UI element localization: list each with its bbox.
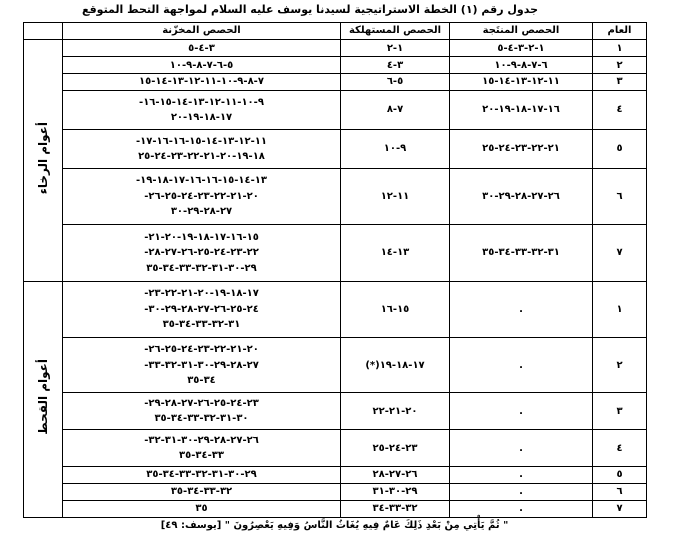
header-row [24, 23, 647, 40]
year-cell: ١ [593, 40, 647, 57]
produced-cell [450, 130, 593, 169]
produced-cell-line: ٢٦-٢٧-٢٨-٢٩-٣٠ [482, 190, 560, 202]
consumed-cell [341, 393, 450, 430]
produced-cell-line: . [519, 486, 523, 498]
consumed-cell-line: ٢٦-٢٧-٢٨ [372, 469, 418, 481]
consumed-cell-line: ٥-٦ [386, 76, 404, 88]
group-prosperity-years [24, 40, 63, 281]
year-cell: ٢ [593, 57, 647, 74]
strategy-table [23, 22, 647, 518]
stored-cell-line: ٢٩-٣٠-٣١-٣٢-٣٣-٣٤-٣٥ [146, 262, 257, 274]
stored-cell [63, 40, 341, 57]
consumed-cell-line: ١٥-١٦ [380, 303, 410, 315]
stored-cell-line: ٢٢-٢٣-٢٤-٢٥-٢٦-٢٧-٢٨- [144, 247, 259, 259]
table-row [24, 501, 647, 518]
table-row [24, 467, 647, 484]
consumed-cell [341, 40, 450, 57]
produced-cell-line: . [519, 469, 523, 481]
quran-verse: " ثُمَّ يَأْتِي مِنْ بَعْدِ ذَلِكَ عَامٌ فِيهِ يُغَاثُ النَّاسُ وَفِيهِ يَعْصِرُونَ " [يوسف: ٤٩] [160, 520, 509, 531]
table-row [24, 393, 647, 430]
produced-cell-line: . [519, 442, 523, 454]
header-stored: الحصص المخزّنة [63, 23, 341, 40]
year-cell: ٢ [593, 338, 647, 393]
produced-cell [450, 40, 593, 57]
stored-cell-line: ٢٣-٢٤-٢٥-٢٦-٢٧-٢٨-٢٩- [144, 397, 259, 409]
header-group [24, 23, 63, 40]
produced-cell [450, 91, 593, 130]
consumed-cell-line: ٣-٤ [386, 59, 404, 71]
produced-cell [450, 74, 593, 91]
produced-cell-line: ١١-١٢-١٣-١٤-١٥ [482, 76, 560, 88]
consumed-cell [341, 225, 450, 281]
table-row [24, 281, 647, 337]
stored-cell [63, 393, 341, 430]
stored-cell-line: ٢٦-٢٧-٢٨-٢٩-٣٠-٣١-٣٢- [144, 434, 259, 446]
consumed-cell [341, 501, 450, 518]
stored-cell-line: ٣٥ [195, 503, 208, 515]
consumed-cell-line: ١٣-١٤ [380, 247, 410, 259]
produced-cell-line: ٦-٧-٨-٩-١٠ [494, 59, 548, 71]
stored-cell-line: ١٨-١٩-٢٠-٢١-٢٢-٢٣-٢٤-٢٥ [138, 151, 265, 163]
consumed-cell [341, 430, 450, 467]
table-row [24, 338, 647, 393]
consumed-cell-line: ٢٠-٢١-٢٢ [372, 405, 418, 417]
year-cell: ٤ [593, 91, 647, 130]
table-row [24, 484, 647, 501]
stored-cell [63, 91, 341, 130]
consumed-cell [341, 338, 450, 393]
stored-cell-line: ٢٤-٢٥-٢٦-٢٧-٢٨-٢٩-٣٠- [144, 303, 259, 315]
consumed-cell [341, 74, 450, 91]
table-row [24, 430, 647, 467]
stored-cell-line: ٧-٨-٩-١٠-١١-١٢-١٣-١٤-١٥ [139, 76, 264, 88]
stored-cell [63, 57, 341, 74]
table-row [24, 225, 647, 281]
table-row [24, 57, 647, 74]
stored-cell-line: ٢٠-٢١-٢٢-٢٣-٢٤-٢٥-٢٦- [144, 344, 259, 355]
year-cell: ٥ [593, 130, 647, 169]
stored-cell-line: ٢٧-٢٨-٢٩-٣٠-٣١-٣٢-٣٣- [144, 359, 259, 371]
consumed-cell [341, 281, 450, 337]
produced-cell-line: . [519, 303, 523, 315]
produced-cell [450, 225, 593, 281]
produced-cell [450, 57, 593, 74]
year-cell: ٧ [593, 225, 647, 281]
stored-cell [63, 501, 341, 518]
consumed-cell-line: ٩-١٠ [383, 143, 407, 155]
stored-cell [63, 484, 341, 501]
produced-cell-line: ١٦-١٧-١٨-١٩-٢٠ [482, 104, 560, 116]
stored-cell-line: ١٧-١٨-١٩-٢٠ [170, 112, 233, 124]
stored-cell-line: ١٥-١٦-١٧-١٨-١٩-٢٠-٢١- [144, 231, 259, 243]
header-produced: الحصص المنتَجة [450, 23, 593, 40]
year-cell: ٦ [593, 169, 647, 225]
stored-cell-line: ٥-٦-٧-٨-٩-١٠ [169, 59, 234, 71]
produced-cell [450, 430, 593, 467]
produced-cell-line: ٢١-٢٢-٢٣-٢٤-٢٥ [482, 143, 560, 155]
produced-cell [450, 484, 593, 501]
year-cell: ٦ [593, 484, 647, 501]
stored-cell-line: ١٧-١٨-١٩-٢٠-٢١-٢٢-٢٣- [144, 288, 259, 300]
produced-cell [450, 501, 593, 518]
stored-cell-line: ٩-١٠-١١-١٢-١٣-١٤-١٥-١٦- [139, 96, 264, 108]
year-cell: ٣ [593, 393, 647, 430]
stored-cell [63, 130, 341, 169]
group-label: أعوام الرخاء [35, 121, 50, 194]
table-row [24, 91, 647, 130]
table-row [24, 74, 647, 91]
table-row [24, 169, 647, 225]
stored-cell [63, 430, 341, 467]
stored-cell-line: ٣٤-٣٥ [187, 375, 216, 386]
consumed-cell [341, 467, 450, 484]
consumed-cell-line: ١١-١٢ [380, 190, 410, 202]
stored-cell-line: ٣١-٣٢-٣٣-٣٤-٣٥ [162, 319, 241, 331]
year-cell: ٥ [593, 467, 647, 484]
consumed-cell-line: ١٧-١٨-١٩(*) [365, 359, 425, 371]
consumed-cell-line: ١-٢ [386, 42, 404, 54]
year-cell: ١ [593, 281, 647, 337]
group-label: أعوام القحط [35, 358, 50, 435]
group-famine-years [24, 281, 63, 517]
stored-cell [63, 169, 341, 225]
year-cell: ٧ [593, 501, 647, 518]
table-caption: جدول رقم (١) الخطة الاستراتيجية لسيدنا يوسف عليه السلام لمواجهة التحط المتوقع [81, 3, 539, 16]
year-cell: ٤ [593, 430, 647, 467]
produced-cell-line: ١-٢-٣-٤-٥ [497, 42, 545, 54]
stored-cell-line: ٢٧-٢٨-٢٩-٣٠ [170, 206, 233, 218]
produced-cell-line: . [519, 503, 523, 515]
stored-cell-line: ٣٠-٣١-٣٢-٣٣-٣٤-٣٥ [154, 413, 249, 425]
consumed-cell [341, 169, 450, 225]
consumed-cell [341, 91, 450, 130]
header-year: العام [593, 23, 647, 40]
produced-cell [450, 281, 593, 337]
table-row [24, 40, 647, 57]
consumed-cell [341, 57, 450, 74]
produced-cell [450, 338, 593, 393]
stored-cell [63, 281, 341, 337]
stored-cell-line: ٢٩-٣٠-٣١-٣٢-٣٣-٣٤-٣٥ [146, 469, 257, 481]
consumed-cell-line: ٧-٨ [386, 104, 404, 116]
stored-cell-line: ٣٢-٣٣-٣٤-٣٥ [170, 486, 233, 498]
stored-cell [63, 467, 341, 484]
consumed-cell [341, 484, 450, 501]
stored-cell [63, 225, 341, 281]
stored-cell-line: ٣٣-٣٤-٣٥ [179, 450, 224, 462]
consumed-cell [341, 130, 450, 169]
produced-cell [450, 393, 593, 430]
stored-cell [63, 74, 341, 91]
consumed-cell-line: ٢٣-٢٤-٢٥ [372, 442, 418, 454]
consumed-cell-line: ٢٩-٣٠-٣١ [372, 486, 418, 498]
stored-cell-line: ٣-٤-٥ [188, 42, 215, 54]
consumed-cell-line: ٣٢-٣٣-٣٤ [372, 503, 418, 515]
stored-cell-line: ٢٠-٢١-٢٢-٢٣-٢٤-٢٥-٢٦- [144, 190, 259, 202]
produced-cell-line: . [519, 405, 523, 417]
produced-cell [450, 169, 593, 225]
produced-cell-line: . [519, 359, 523, 371]
year-cell: ٣ [593, 74, 647, 91]
produced-cell [450, 467, 593, 484]
header-consumed: الحصص المستهلكة [341, 23, 450, 40]
produced-cell-line: ٣١-٣٢-٣٣-٣٤-٣٥ [482, 247, 560, 259]
table-row [24, 130, 647, 169]
stored-cell-line: ١٣-١٤-١٥-١٦-١٦-١٧-١٨-١٩- [136, 175, 267, 187]
stored-cell-line: ١١-١٢-١٣-١٤-١٥-١٦-١٦-١٧- [136, 135, 267, 147]
stored-cell [63, 338, 341, 393]
table-body [24, 23, 647, 518]
